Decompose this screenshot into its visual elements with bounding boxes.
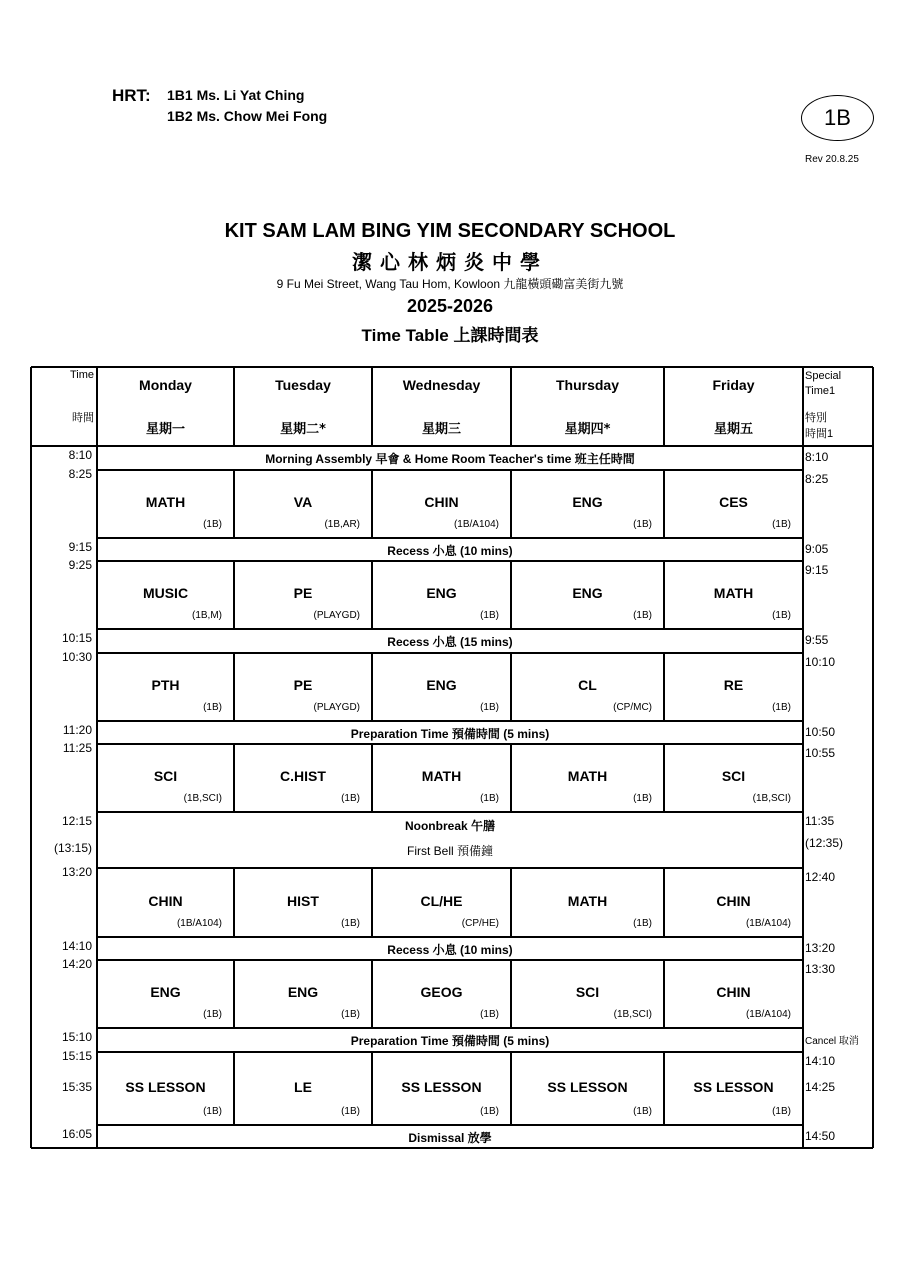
lesson-subject: MATH: [145, 494, 186, 510]
band-time: 16:05: [61, 1127, 92, 1141]
grid-line: [97, 1124, 803, 1125]
lesson-subject: GEOG: [420, 984, 463, 1000]
period-special-time: 12:40: [805, 870, 836, 884]
lesson-room: (1B): [480, 1106, 499, 1117]
grid-line: [30, 367, 31, 1148]
grid-line: [97, 959, 803, 960]
lesson-room: (1B): [203, 1106, 222, 1117]
grid-line: [97, 743, 803, 744]
lesson-subject: CL/HE: [420, 892, 463, 909]
hrt-label: HRT:: [112, 86, 151, 105]
lesson-subject: SS LESSON: [401, 1078, 482, 1095]
period-special-time-2: 14:25: [805, 1080, 836, 1094]
grid-line: [97, 469, 803, 470]
period-time: 10:30: [61, 650, 92, 664]
hrt-teacher-2: 1B2 Ms. Chow Mei Fong: [167, 108, 328, 124]
lesson-subject: ENG: [287, 984, 319, 1000]
band-time: 8:10: [68, 448, 92, 462]
day-header-wednesday: Wednesday: [402, 377, 481, 393]
period-time: 13:20: [61, 865, 92, 879]
lesson-room: (1B): [772, 610, 791, 621]
lesson-room: (CP/HE): [461, 918, 499, 929]
grid-line: [96, 367, 97, 1148]
grid-line: [97, 560, 803, 561]
band-special-time: 14:50: [805, 1129, 836, 1143]
special-header-3: 特別: [805, 412, 827, 424]
lesson-subject: CES: [719, 494, 748, 510]
first-bell-label: First Bell 預備鐘: [406, 844, 493, 858]
lesson-room: (1B): [203, 519, 222, 530]
period-time: 8:25: [68, 467, 92, 481]
grid-line: [802, 367, 803, 1148]
band-time: 9:15: [68, 540, 92, 554]
grid-line: [97, 1027, 803, 1028]
period-time-2: 15:35: [61, 1080, 92, 1094]
lesson-room: (1B): [633, 610, 652, 621]
band-special-time: 9:55: [805, 633, 829, 647]
lesson-room: (1B): [480, 793, 499, 804]
day-header-monday: Monday: [139, 377, 192, 393]
band-special-time: 10:50: [805, 725, 836, 739]
lesson-subject: MATH: [567, 892, 608, 909]
grid-line: [97, 1147, 803, 1148]
lesson-room: (1B): [341, 1009, 360, 1020]
lesson-room: (PLAYGD): [313, 610, 360, 621]
lesson-room: (1B/A104): [176, 918, 222, 929]
period-time: 11:25: [62, 741, 92, 755]
lesson-subject: PE: [293, 585, 313, 601]
day-header-zh-thursday: 星期四*: [564, 422, 611, 437]
lesson-subject: MATH: [421, 768, 462, 784]
band-label: Morning Assembly 早會 & Home Room Teacher's time 班主任時間: [265, 452, 635, 466]
school-year: 2025-2026: [406, 296, 494, 316]
lesson-room: (1B,SCI): [613, 1009, 652, 1020]
school-name-en: KIT SAM LAM BING YIM SECONDARY SCHOOL: [224, 220, 676, 242]
lesson-subject: LE: [294, 1078, 312, 1095]
class-badge: 1B: [801, 95, 874, 141]
band-time: 14:10: [61, 939, 92, 953]
lesson-subject: ENG: [426, 585, 457, 601]
lesson-subject: HIST: [287, 892, 319, 909]
band-label: Preparation Time 預備時間 (5 mins): [350, 726, 550, 741]
period-special-time: 8:25: [805, 472, 829, 486]
lesson-room: (1B): [341, 1106, 360, 1117]
hrt-teachers: [167, 85, 327, 127]
lesson-subject: ENG: [572, 494, 603, 510]
first-bell-special-time: (12:35): [805, 836, 844, 850]
lesson-room: (1B): [480, 610, 499, 621]
band-special-time: 13:20: [805, 941, 836, 955]
period-time: 9:25: [68, 558, 92, 572]
lesson-subject: CHIN: [716, 984, 751, 1000]
lesson-room: (1B): [203, 702, 222, 713]
day-header-friday: Friday: [712, 377, 755, 393]
lesson-room: (1B): [633, 918, 652, 929]
lesson-room: (1B,SCI): [752, 793, 791, 804]
lesson-room: (1B): [480, 1009, 499, 1020]
lesson-room: (1B): [341, 793, 360, 804]
grid-line: [97, 652, 803, 653]
band-label: Dismissal 放學: [408, 1130, 492, 1145]
lesson-subject: PE: [293, 677, 313, 693]
lesson-room: (1B): [772, 519, 791, 530]
lesson-subject: SCI: [153, 768, 178, 784]
lesson-subject: ENG: [572, 585, 603, 601]
school-name-zh: 潔心林炳炎中學: [352, 250, 548, 274]
day-header-zh-friday: 星期五: [713, 422, 753, 437]
lesson-room: (1B/A104): [453, 519, 499, 530]
grid-line: [97, 628, 803, 629]
grid-line: [97, 445, 803, 446]
grid-line: [31, 366, 873, 367]
lesson-room: (1B): [633, 1106, 652, 1117]
lesson-room: (1B): [633, 519, 652, 530]
noon-special-time: 11:35: [805, 814, 835, 828]
period-special-time: 10:10: [805, 655, 836, 669]
band-special-time: 9:05: [805, 542, 829, 556]
lesson-subject: MATH: [567, 768, 608, 784]
lesson-room: (1B,M): [192, 610, 222, 621]
lesson-room: (1B,AR): [324, 519, 360, 530]
lesson-room: (1B): [772, 1106, 791, 1117]
school-address: 9 Fu Mei Street, Wang Tau Hom, Kowloon 九龍橫頭磡富美街九號: [276, 277, 624, 291]
band-label: Recess 小息 (10 mins): [387, 942, 513, 957]
period-time: 15:15: [61, 1049, 92, 1063]
day-header-thursday: Thursday: [555, 377, 619, 393]
band-time: 10:15: [61, 631, 92, 645]
lesson-room: (PLAYGD): [313, 702, 360, 713]
lesson-subject: ENG: [426, 677, 457, 693]
special-header-2: Time1: [805, 385, 836, 397]
revision-note: Rev 20.8.25: [805, 154, 859, 165]
noon-time: 12:15: [61, 814, 92, 828]
lesson-subject: PTH: [151, 677, 180, 693]
lesson-subject: RE: [723, 677, 744, 693]
day-header-zh-monday: 星期一: [145, 422, 185, 437]
lesson-subject: SS LESSON: [693, 1078, 774, 1095]
period-special-time: 13:30: [805, 962, 836, 976]
special-header-4: 時間1: [805, 428, 834, 440]
lesson-room: (1B,SCI): [183, 793, 222, 804]
grid-line: [97, 936, 803, 937]
time-header-en: Time: [69, 369, 94, 381]
timetable-grid: [31, 367, 873, 1148]
grid-line: [872, 367, 873, 1148]
grid-line: [97, 1051, 803, 1052]
day-header-tuesday: Tuesday: [275, 377, 331, 393]
grid-line: [97, 811, 803, 812]
band-label: Recess 小息 (15 mins): [387, 635, 513, 649]
lesson-subject: SS LESSON: [547, 1078, 628, 1095]
time-header-zh: 時間: [72, 412, 94, 424]
lesson-subject: ENG: [150, 984, 181, 1000]
period-special-time: 9:15: [805, 563, 829, 577]
period-special-time: 10:55: [805, 746, 836, 760]
lesson-subject: VA: [293, 494, 313, 510]
lesson-subject: CHIN: [148, 892, 183, 909]
band-special-time: 8:10: [805, 450, 829, 464]
period-special-time: 14:10: [805, 1054, 836, 1068]
grid-line: [97, 720, 803, 721]
period-time: 14:20: [61, 957, 92, 971]
lesson-room: (1B): [203, 1009, 222, 1020]
band-label: Recess 小息 (10 mins): [387, 543, 513, 558]
noonbreak-label: Noonbreak 午膳: [404, 819, 495, 833]
lesson-subject: SCI: [575, 984, 600, 1000]
lesson-room: (1B/A104): [745, 1009, 791, 1020]
band-time: 15:10: [61, 1030, 92, 1044]
day-header-zh-tuesday: 星期二*: [280, 422, 326, 437]
day-header-zh-wednesday: 星期三: [421, 422, 461, 437]
lesson-subject: CHIN: [424, 494, 459, 510]
lesson-subject: SS LESSON: [125, 1078, 206, 1095]
lesson-subject: CHIN: [716, 892, 751, 909]
band-special-time: Cancel 取消: [805, 1036, 859, 1047]
lesson-subject: CL: [578, 677, 597, 693]
timetable-title: Time Table 上課時間表: [361, 326, 539, 345]
special-header-1: Special: [805, 370, 842, 382]
grid-line: [97, 867, 803, 868]
band-label: Preparation Time 預備時間 (5 mins): [350, 1034, 550, 1048]
lesson-subject: MATH: [713, 585, 754, 601]
lesson-room: (1B): [633, 793, 652, 804]
lesson-room: (1B/A104): [745, 918, 791, 929]
grid-line: [97, 537, 803, 538]
hrt-teacher-1: 1B1 Ms. Li Yat Ching: [167, 87, 305, 103]
lesson-room: (1B): [341, 918, 360, 929]
lesson-room: (1B): [480, 702, 499, 713]
lesson-subject: SCI: [721, 768, 746, 784]
lesson-subject: C.HIST: [280, 768, 326, 784]
lesson-subject: MUSIC: [142, 585, 189, 601]
first-bell-time: (13:15): [53, 841, 92, 855]
band-time: 11:20: [62, 723, 92, 737]
lesson-room: (1B): [772, 702, 791, 713]
lesson-room: (CP/MC): [613, 702, 652, 713]
